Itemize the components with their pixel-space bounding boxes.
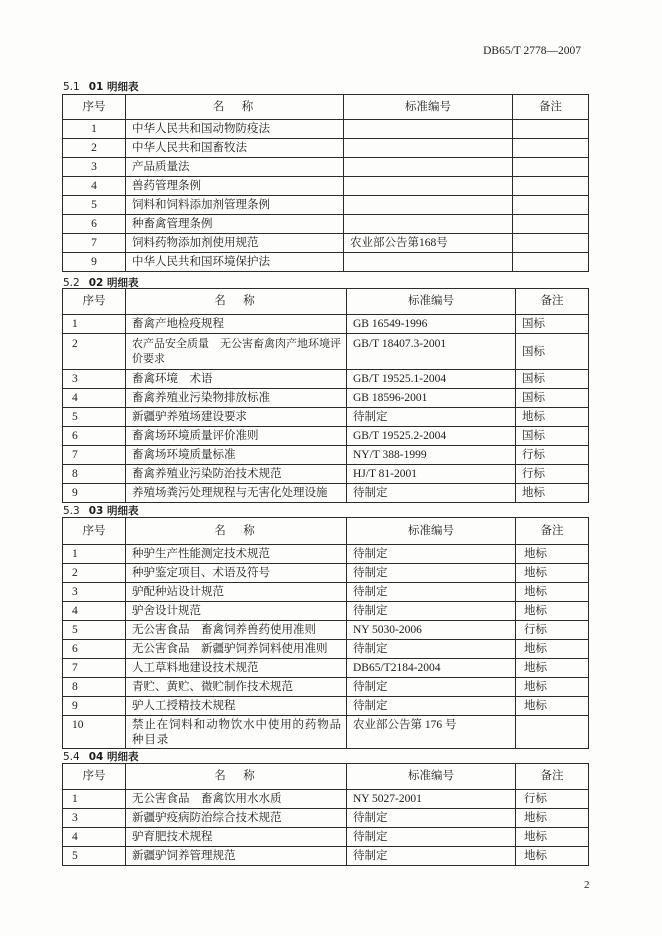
table-row [63, 215, 589, 234]
table-row [63, 697, 589, 716]
row-number: 8 [63, 465, 126, 484]
standard-name: 新疆驴养殖场建设要求 [126, 408, 347, 427]
table-row [63, 315, 589, 334]
remark [513, 196, 589, 215]
row-number: 9 [63, 253, 126, 272]
table-row [63, 446, 589, 465]
header-remark: 备注 [513, 95, 589, 120]
header-row [63, 518, 589, 545]
table-body [63, 790, 589, 866]
row-number: 3 [63, 809, 126, 828]
header-remark: 备注 [516, 764, 589, 790]
standard-name: 无公害食品 新疆驴饲养饲料使用准则 [126, 640, 347, 659]
section-title: 02 明细表 [88, 277, 139, 289]
row-number: 3 [63, 583, 126, 602]
remark [513, 158, 589, 177]
standard-code: 农业部公告第168号 [344, 234, 513, 253]
document-code: DB65/T 2778—2007 [483, 45, 581, 57]
remark: 地标 [516, 659, 589, 678]
table-row [63, 120, 589, 139]
standard-code: DB65/T2184-2004 [347, 659, 516, 678]
standard-code: 待制定 [347, 640, 516, 659]
header-code: 标准编号 [344, 95, 513, 120]
row-number: 2 [63, 334, 126, 370]
page-number: 2 [584, 879, 590, 891]
remark: 行标 [516, 621, 589, 640]
table-body [63, 315, 589, 503]
standard-code: 待制定 [347, 583, 516, 602]
table-row [63, 716, 589, 749]
standard-name: 畜禽环境 术语 [126, 370, 347, 389]
standard-name: 畜禽产地检疫规程 [126, 315, 347, 334]
header-number: 序号 [63, 764, 126, 790]
standard-name: 饲料和饲料添加剂管理条例 [126, 196, 344, 215]
standard-code: GB/T 18407.3-2001 [347, 334, 516, 370]
standard-name: 新疆驴饲养管理规范 [126, 847, 347, 866]
remark: 行标 [516, 446, 589, 465]
remark: 国标 [516, 389, 589, 408]
header-row [63, 289, 589, 315]
row-number: 5 [63, 408, 126, 427]
row-number: 1 [63, 545, 126, 564]
row-number: 1 [63, 315, 126, 334]
remark [513, 234, 589, 253]
detail-table-1 [62, 94, 589, 272]
standard-code [344, 177, 513, 196]
remark: 地标 [516, 602, 589, 621]
standard-name: 兽药管理条例 [126, 177, 344, 196]
standard-code [344, 196, 513, 215]
header-remark: 备注 [516, 289, 589, 315]
remark: 地标 [516, 678, 589, 697]
header-number: 序号 [63, 518, 126, 545]
section-title: 04 明细表 [88, 751, 139, 763]
standard-name: 产品质量法 [126, 158, 344, 177]
header-remark: 备注 [516, 518, 589, 545]
table-row [63, 408, 589, 427]
row-number: 9 [63, 697, 126, 716]
table-row [63, 465, 589, 484]
standard-name: 种驴鉴定项目、术语及符号 [126, 564, 347, 583]
standard-name: 饲料药物添加剂使用规范 [126, 234, 344, 253]
standard-name: 种驴生产性能测定技术规范 [126, 545, 347, 564]
row-number: 1 [63, 120, 126, 139]
table-row [63, 158, 589, 177]
row-number: 2 [63, 564, 126, 583]
standard-name: 人工草料地建设技术规范 [126, 659, 347, 678]
standard-name: 养殖场粪污处理规程与无害化处理设施 [126, 484, 347, 503]
table-row [63, 678, 589, 697]
row-number: 10 [63, 716, 126, 749]
section-title: 01 明细表 [88, 81, 139, 93]
detail-table-3 [62, 517, 589, 749]
table-body [63, 545, 589, 749]
standard-code: GB/T 19525.2-2004 [347, 427, 516, 446]
table-header [63, 518, 589, 545]
remark: 地标 [516, 545, 589, 564]
remark: 地标 [516, 847, 589, 866]
table-row [63, 334, 589, 370]
table-row [63, 583, 589, 602]
standard-code: GB 18596-2001 [347, 389, 516, 408]
header-name: 名 称 [126, 764, 347, 790]
section-heading [63, 505, 138, 517]
row-number: 7 [63, 234, 126, 253]
standard-name: 驴舍设计规范 [126, 602, 347, 621]
row-number: 5 [63, 847, 126, 866]
remark: 地标 [516, 408, 589, 427]
table-body [63, 120, 589, 272]
remark: 国标 [516, 427, 589, 446]
standard-code: HJ/T 81-2001 [347, 465, 516, 484]
table-row [63, 196, 589, 215]
remark [513, 120, 589, 139]
table-header [63, 289, 589, 315]
standard-name: 无公害食品 畜禽饲养兽药使用准则 [126, 621, 347, 640]
section-heading [63, 81, 138, 93]
row-number: 1 [63, 790, 126, 809]
standard-code: NY 5027-2001 [347, 790, 516, 809]
header-row [63, 764, 589, 790]
table-row [63, 484, 589, 503]
remark [513, 139, 589, 158]
table-row [63, 621, 589, 640]
section-heading [63, 751, 138, 763]
table-row [63, 790, 589, 809]
remark: 地标 [516, 484, 589, 503]
standard-code: 待制定 [347, 545, 516, 564]
remark: 国标 [516, 315, 589, 334]
remark: 行标 [516, 465, 589, 484]
header-name: 名 称 [126, 289, 347, 315]
standard-code: 待制定 [347, 697, 516, 716]
row-number: 5 [63, 621, 126, 640]
header-code: 标准编号 [347, 289, 516, 315]
detail-table-2 [62, 288, 589, 503]
standard-code: 待制定 [347, 678, 516, 697]
standard-name: 禁止在饲料和动物饮水中使用的药物品种目录 [126, 716, 347, 749]
standard-code: 待制定 [347, 847, 516, 866]
remark: 地标 [516, 640, 589, 659]
table-row [63, 828, 589, 847]
standard-name: 驴育肥技术规程 [126, 828, 347, 847]
table-row [63, 427, 589, 446]
standard-name: 驴配种站设计规范 [126, 583, 347, 602]
remark [513, 177, 589, 196]
table-row [63, 602, 589, 621]
standard-code: 待制定 [347, 828, 516, 847]
table-row [63, 253, 589, 272]
row-number: 4 [63, 177, 126, 196]
remark [513, 215, 589, 234]
header-name: 名 称 [126, 518, 347, 545]
remark: 国标 [516, 370, 589, 389]
standard-name: 无公害食品 畜禽饮用水水质 [126, 790, 347, 809]
standard-name: 中华人民共和国动物防疫法 [126, 120, 344, 139]
standard-name: 种畜禽管理条例 [126, 215, 344, 234]
row-number: 6 [63, 640, 126, 659]
standard-name: 农产品安全质量 无公害畜禽肉产地环境评价要求 [126, 334, 347, 370]
standard-code: 待制定 [347, 484, 516, 503]
remark: 国标 [516, 334, 589, 370]
standard-code: NY/T 388-1999 [347, 446, 516, 465]
header-name: 名 称 [126, 95, 344, 120]
table-row [63, 640, 589, 659]
header-code: 标准编号 [347, 764, 516, 790]
table-row [63, 847, 589, 866]
standard-code [344, 120, 513, 139]
standard-name: 畜禽场环境质量标准 [126, 446, 347, 465]
section-number: 5.3 [63, 505, 80, 517]
standard-code [344, 215, 513, 234]
table-row [63, 564, 589, 583]
table-row [63, 234, 589, 253]
standard-code: 农业部公告第 176 号 [347, 716, 516, 749]
detail-table-4 [62, 763, 589, 866]
row-number: 7 [63, 446, 126, 465]
standard-code: 待制定 [347, 564, 516, 583]
table-row [63, 545, 589, 564]
standard-code: 待制定 [347, 809, 516, 828]
row-number: 9 [63, 484, 126, 503]
standard-name: 驴人工授精技术规程 [126, 697, 347, 716]
row-number: 6 [63, 427, 126, 446]
standard-code [344, 158, 513, 177]
table-header [63, 764, 589, 790]
standard-name: 畜禽场环境质量评价准则 [126, 427, 347, 446]
row-number: 3 [63, 158, 126, 177]
standard-name: 中华人民共和国畜牧法 [126, 139, 344, 158]
remark: 地标 [516, 809, 589, 828]
standard-name: 中华人民共和国环境保护法 [126, 253, 344, 272]
remark: 地标 [516, 564, 589, 583]
table-row [63, 177, 589, 196]
remark: 地标 [516, 828, 589, 847]
table-row [63, 370, 589, 389]
remark: 地标 [516, 583, 589, 602]
standard-code: 待制定 [347, 602, 516, 621]
row-number: 7 [63, 659, 126, 678]
standard-name: 畜禽养殖业污染防治技术规范 [126, 465, 347, 484]
standard-code [344, 253, 513, 272]
row-number: 2 [63, 139, 126, 158]
standard-code: 待制定 [347, 408, 516, 427]
table-header [63, 95, 589, 120]
row-number: 6 [63, 215, 126, 234]
row-number: 4 [63, 602, 126, 621]
row-number: 3 [63, 370, 126, 389]
remark [516, 716, 589, 749]
section-title: 03 明细表 [88, 505, 139, 517]
remark: 行标 [516, 790, 589, 809]
header-row [63, 95, 589, 120]
standard-code: GB/T 19525.1-2004 [347, 370, 516, 389]
standard-name: 新疆驴疫病防治综合技术规范 [126, 809, 347, 828]
header-number: 序号 [63, 95, 126, 120]
section-number: 5.2 [63, 277, 80, 289]
row-number: 8 [63, 678, 126, 697]
standard-code: NY 5030-2006 [347, 621, 516, 640]
standard-name: 青贮、黄贮、微贮制作技术规范 [126, 678, 347, 697]
row-number: 4 [63, 828, 126, 847]
header-number: 序号 [63, 289, 126, 315]
standard-code [344, 139, 513, 158]
table-row [63, 389, 589, 408]
standard-code: GB 16549-1996 [347, 315, 516, 334]
row-number: 5 [63, 196, 126, 215]
section-number: 5.4 [63, 751, 80, 763]
table-row [63, 659, 589, 678]
table-row [63, 139, 589, 158]
remark [513, 253, 589, 272]
standard-name: 畜禽养殖业污染物排放标准 [126, 389, 347, 408]
remark: 地标 [516, 697, 589, 716]
table-row [63, 809, 589, 828]
header-code: 标准编号 [347, 518, 516, 545]
section-number: 5.1 [63, 81, 80, 93]
row-number: 4 [63, 389, 126, 408]
